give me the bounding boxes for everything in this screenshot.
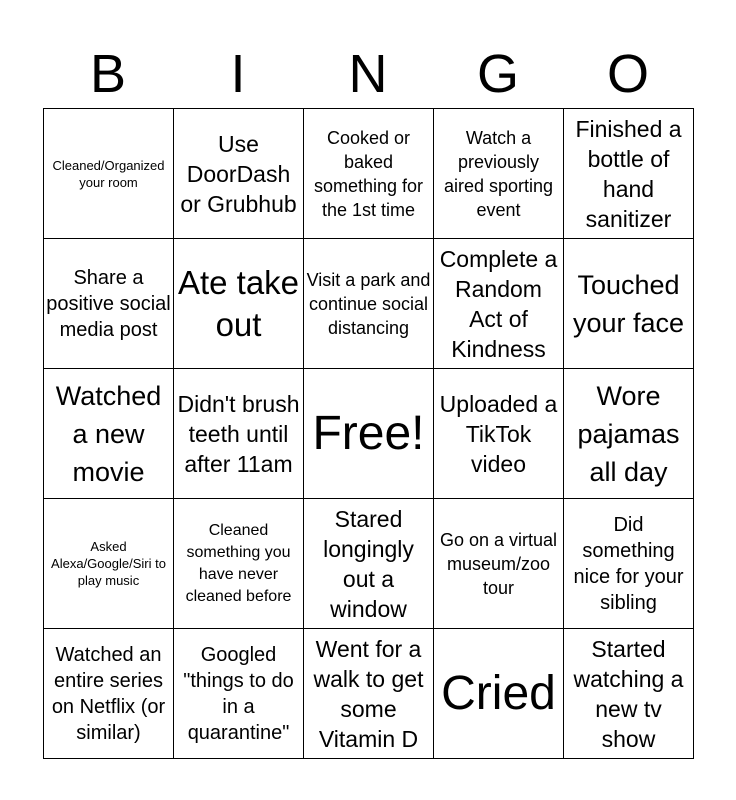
bingo-free-cell[interactable] (304, 369, 434, 499)
bingo-cell[interactable] (434, 499, 564, 629)
bingo-cell[interactable] (564, 369, 694, 499)
bingo-cell[interactable] (304, 109, 434, 239)
cell-text: Watch a previously aired sporting event (443, 127, 554, 220)
bingo-cell[interactable] (44, 369, 174, 499)
bingo-cell[interactable] (44, 239, 174, 369)
cell-text: Uploaded a TikTok video (439, 390, 558, 477)
cell-text: Asked Alexa/Google/Siri to play music (51, 539, 166, 588)
bingo-cell[interactable] (44, 629, 174, 759)
cell-text: Go on a virtual museum/zoo tour (439, 529, 558, 598)
cell-text: Watched a new movie (55, 380, 162, 487)
bingo-cell[interactable] (304, 239, 434, 369)
cell-text: Cried (441, 666, 556, 720)
bingo-cell[interactable] (434, 629, 564, 759)
cell-text: Watched an entire series on Netflix (or similar) (51, 643, 166, 744)
bingo-board (43, 108, 694, 759)
free-space-text: Free! (312, 406, 425, 460)
cell-text: Finished a bottle of hand sanitizer (575, 115, 682, 232)
bingo-cell[interactable] (304, 629, 434, 759)
bingo-cell[interactable] (44, 499, 174, 629)
cell-text: Started watching a new tv show (573, 635, 684, 752)
cell-text: Didn't brush teeth until after 11am (177, 390, 300, 477)
bingo-cell[interactable] (564, 499, 694, 629)
bingo-cell[interactable] (564, 239, 694, 369)
cell-text: Stared longingly out a window (323, 505, 414, 622)
bingo-cell[interactable] (564, 629, 694, 759)
cell-text: Share a positive social media post (46, 266, 171, 341)
bingo-cell[interactable] (174, 499, 304, 629)
header-letter-i: I (230, 44, 246, 104)
cell-text: Touched your face (572, 269, 685, 338)
bingo-cell[interactable] (434, 239, 564, 369)
bingo-cell[interactable] (564, 109, 694, 239)
cell-text: Cleaned/Organized your room (52, 157, 165, 190)
header-letter-o: O (606, 44, 649, 104)
bingo-cell[interactable] (44, 109, 174, 239)
bingo-cell[interactable] (174, 239, 304, 369)
cell-text: Went for a walk to get some Vitamin D (313, 635, 424, 752)
cell-text: Cooked or baked something for the 1st time (313, 127, 424, 220)
bingo-cell[interactable] (434, 109, 564, 239)
bingo-cell[interactable] (434, 369, 564, 499)
bingo-cell[interactable] (174, 109, 304, 239)
cell-text: Googled "things to do in a quarantine" (183, 643, 294, 744)
cell-text: Ate take out (177, 263, 300, 343)
header-letter-n: N (348, 44, 388, 104)
cell-text: Complete a Random Act of Kindness (439, 245, 558, 362)
bingo-cell[interactable] (174, 369, 304, 499)
bingo-cell[interactable] (174, 629, 304, 759)
cell-text: Visit a park and continue social distancing (306, 269, 431, 338)
cell-text: Did something nice for your sibling (573, 513, 684, 614)
header-letter-g: G (476, 44, 519, 104)
header-letter-b: B (89, 44, 127, 104)
cell-text: Cleaned something you have never cleaned before (185, 521, 292, 605)
bingo-header (43, 42, 693, 106)
cell-text: Use DoorDash or Grubhub (180, 130, 297, 217)
cell-text: Wore pajamas all day (577, 380, 680, 487)
bingo-cell[interactable] (304, 499, 434, 629)
